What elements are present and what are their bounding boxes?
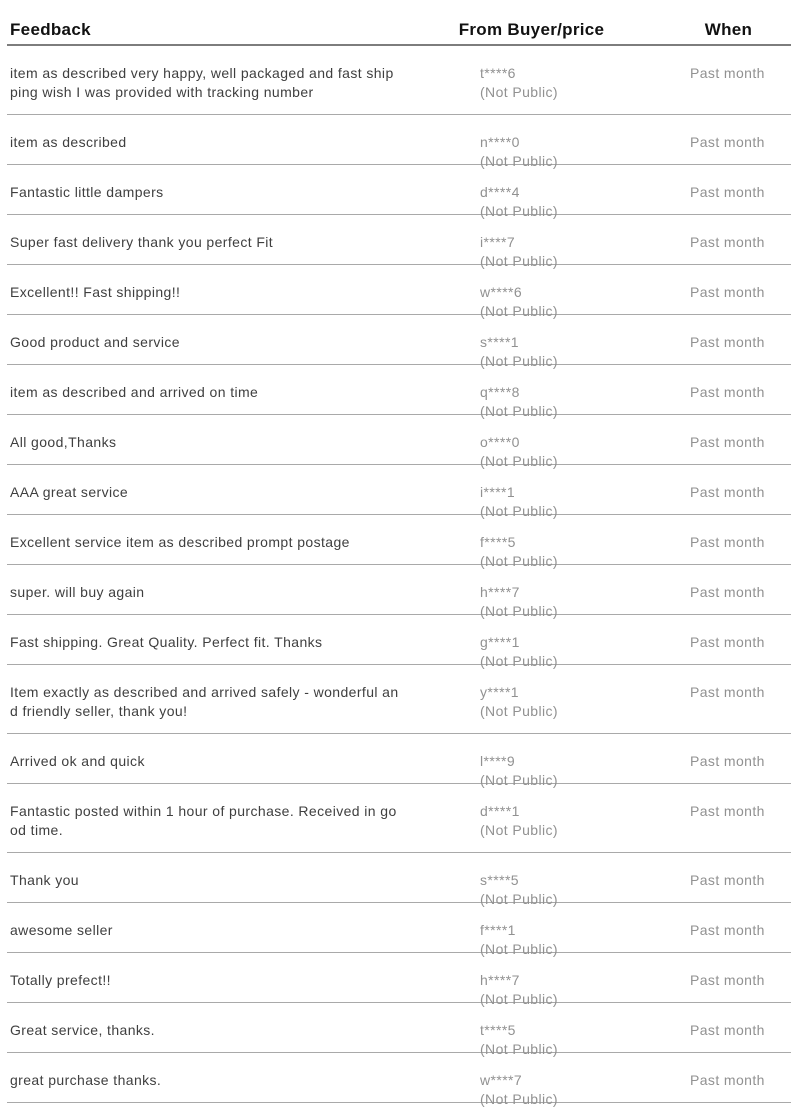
buyer-id: l****9 bbox=[480, 753, 516, 769]
privacy-label: (Not Public) bbox=[480, 1041, 558, 1057]
buyer-id: t****6 bbox=[480, 65, 516, 81]
feedback-row bbox=[7, 784, 791, 853]
buyer-id: f****5 bbox=[480, 534, 516, 550]
feedback-when: Past month bbox=[690, 284, 765, 300]
privacy-label: (Not Public) bbox=[480, 703, 558, 719]
feedback-when: Past month bbox=[690, 134, 765, 150]
feedback-text: Totally prefect!! bbox=[10, 972, 111, 988]
buyer-cell bbox=[480, 533, 670, 569]
feedback-text: Item exactly as described and arrived safely - wonderful and friendly seller, thank you! bbox=[10, 684, 399, 719]
buyer-cell bbox=[480, 633, 670, 669]
buyer-cell bbox=[480, 871, 670, 907]
feedback-text: great purchase thanks. bbox=[10, 1072, 162, 1088]
buyer-cell bbox=[480, 183, 670, 219]
feedback-when: Past month bbox=[690, 753, 765, 769]
feedback-when: Past month bbox=[690, 1072, 765, 1088]
buyer-cell bbox=[480, 483, 670, 519]
feedback-when: Past month bbox=[690, 184, 765, 200]
buyer-cell bbox=[480, 133, 670, 169]
privacy-label: (Not Public) bbox=[480, 822, 558, 838]
buyer-id: i****7 bbox=[480, 234, 516, 250]
feedback-row bbox=[7, 953, 791, 1007]
feedback-row bbox=[7, 903, 791, 957]
buyer-id: s****5 bbox=[480, 872, 519, 888]
feedback-row bbox=[7, 1003, 791, 1057]
feedback-row bbox=[7, 115, 791, 169]
feedback-text: Fantastic little dampers bbox=[10, 184, 164, 200]
privacy-label: (Not Public) bbox=[480, 991, 558, 1007]
feedback-text: Fast shipping. Great Quality. Perfect fit. Thanks bbox=[10, 634, 323, 650]
feedback-when: Past month bbox=[690, 234, 765, 250]
buyer-cell bbox=[480, 583, 670, 619]
feedback-when: Past month bbox=[690, 803, 765, 819]
column-header-when: When bbox=[704, 20, 753, 39]
feedback-text: All good,Thanks bbox=[10, 434, 117, 450]
feedback-row bbox=[7, 46, 791, 115]
buyer-id: s****1 bbox=[480, 334, 519, 350]
privacy-label: (Not Public) bbox=[480, 203, 558, 219]
feedback-text: Thank you bbox=[10, 872, 79, 888]
feedback-text: Excellent!! Fast shipping!! bbox=[10, 284, 181, 300]
feedback-table-header bbox=[7, 0, 791, 46]
column-header-buyer: From Buyer/price bbox=[458, 20, 605, 39]
privacy-label: (Not Public) bbox=[480, 253, 558, 269]
feedback-text: AAA great service bbox=[10, 484, 129, 500]
buyer-cell bbox=[480, 433, 670, 469]
feedback-row bbox=[7, 515, 791, 569]
buyer-id: h****7 bbox=[480, 584, 520, 600]
feedback-when: Past month bbox=[690, 972, 765, 988]
feedback-row bbox=[7, 853, 791, 907]
feedback-row bbox=[7, 465, 791, 519]
feedback-row bbox=[7, 415, 791, 469]
feedback-row bbox=[7, 734, 791, 788]
feedback-text: Arrived ok and quick bbox=[10, 753, 145, 769]
feedback-when: Past month bbox=[690, 872, 765, 888]
feedback-row bbox=[7, 1053, 791, 1107]
feedback-rows bbox=[7, 46, 791, 1107]
feedback-row bbox=[7, 615, 791, 669]
column-header-feedback: Feedback bbox=[10, 20, 91, 39]
feedback-row bbox=[7, 215, 791, 269]
privacy-label: (Not Public) bbox=[480, 553, 558, 569]
buyer-cell bbox=[480, 921, 670, 957]
buyer-id: y****1 bbox=[480, 684, 519, 700]
buyer-id: q****8 bbox=[480, 384, 520, 400]
buyer-id: t****5 bbox=[480, 1022, 516, 1038]
buyer-id: w****7 bbox=[480, 1072, 523, 1088]
feedback-when: Past month bbox=[690, 634, 765, 650]
buyer-cell bbox=[480, 971, 670, 1007]
feedback-when: Past month bbox=[690, 534, 765, 550]
buyer-cell bbox=[480, 333, 670, 369]
feedback-text: Fantastic posted within 1 hour of purchase. Received in good time. bbox=[10, 803, 397, 838]
feedback-row bbox=[7, 665, 791, 734]
privacy-label: (Not Public) bbox=[480, 303, 558, 319]
buyer-cell bbox=[480, 1021, 670, 1057]
feedback-text: Excellent service item as described prompt postage bbox=[10, 534, 350, 550]
feedback-text: item as described and arrived on time bbox=[10, 384, 259, 400]
buyer-id: h****7 bbox=[480, 972, 520, 988]
buyer-cell bbox=[480, 752, 670, 788]
buyer-id: w****6 bbox=[480, 284, 523, 300]
buyer-cell bbox=[480, 64, 670, 100]
privacy-label: (Not Public) bbox=[480, 653, 558, 669]
feedback-text: item as described very happy, well packaged and fast shipping wish I was provided with tracking number bbox=[10, 65, 394, 100]
privacy-label: (Not Public) bbox=[480, 153, 558, 169]
buyer-id: g****1 bbox=[480, 634, 520, 650]
buyer-cell bbox=[480, 802, 670, 838]
feedback-when: Past month bbox=[690, 434, 765, 450]
feedback-when: Past month bbox=[690, 484, 765, 500]
feedback-text: super. will buy again bbox=[10, 584, 145, 600]
feedback-when: Past month bbox=[690, 684, 765, 700]
feedback-when: Past month bbox=[690, 1022, 765, 1038]
privacy-label: (Not Public) bbox=[480, 353, 558, 369]
feedback-text: awesome seller bbox=[10, 922, 113, 938]
privacy-label: (Not Public) bbox=[480, 772, 558, 788]
privacy-label: (Not Public) bbox=[480, 453, 558, 469]
feedback-row bbox=[7, 565, 791, 619]
feedback-when: Past month bbox=[690, 384, 765, 400]
buyer-cell bbox=[480, 283, 670, 319]
privacy-label: (Not Public) bbox=[480, 941, 558, 957]
buyer-cell bbox=[480, 383, 670, 419]
privacy-label: (Not Public) bbox=[480, 84, 558, 100]
buyer-id: n****0 bbox=[480, 134, 520, 150]
buyer-cell bbox=[480, 683, 670, 719]
feedback-row bbox=[7, 315, 791, 369]
feedback-text: Super fast delivery thank you perfect Fit bbox=[10, 234, 274, 250]
buyer-id: f****1 bbox=[480, 922, 516, 938]
buyer-cell bbox=[480, 233, 670, 269]
feedback-when: Past month bbox=[690, 65, 765, 81]
feedback-when: Past month bbox=[690, 922, 765, 938]
feedback-text: Good product and service bbox=[10, 334, 180, 350]
buyer-id: i****1 bbox=[480, 484, 516, 500]
feedback-text: item as described bbox=[10, 134, 127, 150]
feedback-text: Great service, thanks. bbox=[10, 1022, 155, 1038]
buyer-cell bbox=[480, 1071, 670, 1107]
feedback-when: Past month bbox=[690, 334, 765, 350]
buyer-id: d****1 bbox=[480, 803, 520, 819]
feedback-when: Past month bbox=[690, 584, 765, 600]
buyer-id: d****4 bbox=[480, 184, 520, 200]
feedback-row bbox=[7, 365, 791, 419]
privacy-label: (Not Public) bbox=[480, 891, 558, 907]
feedback-table bbox=[7, 0, 791, 1107]
privacy-label: (Not Public) bbox=[480, 603, 558, 619]
feedback-row bbox=[7, 265, 791, 319]
privacy-label: (Not Public) bbox=[480, 1091, 558, 1107]
privacy-label: (Not Public) bbox=[480, 403, 558, 419]
feedback-row bbox=[7, 165, 791, 219]
buyer-id: o****0 bbox=[480, 434, 520, 450]
privacy-label: (Not Public) bbox=[480, 503, 558, 519]
